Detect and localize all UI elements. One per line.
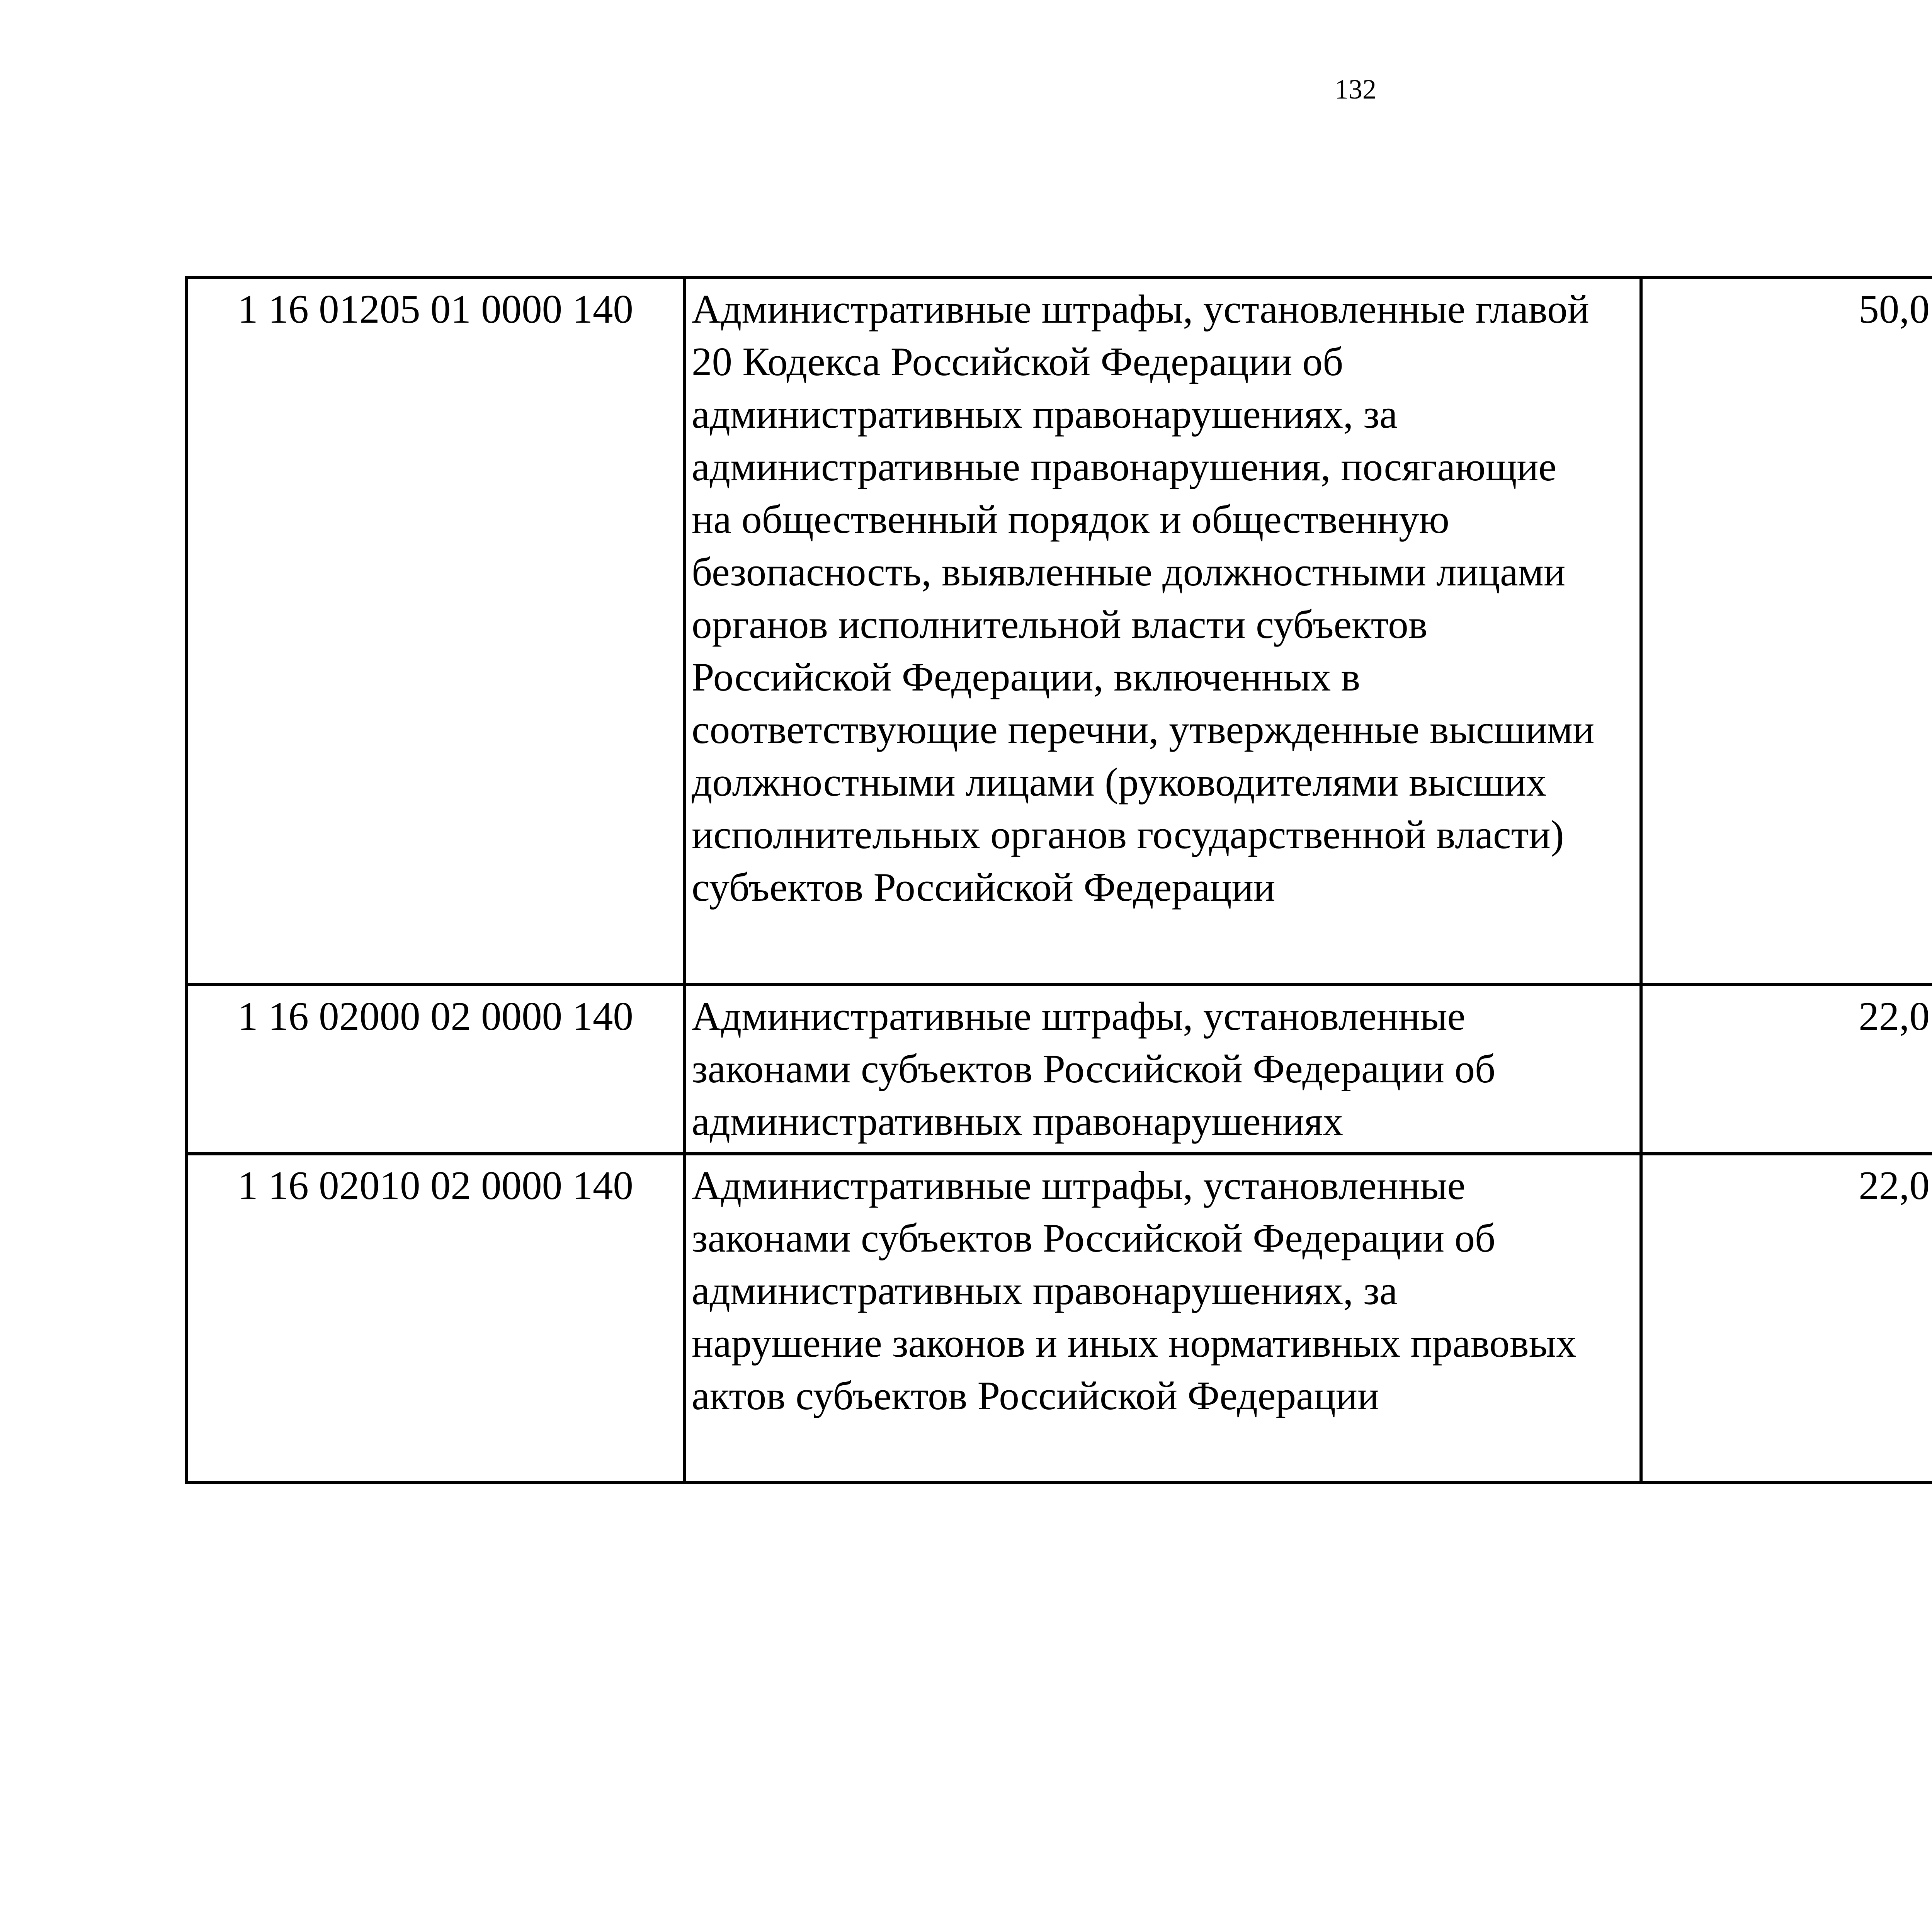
description-line: административных правонарушениях [692, 1099, 1344, 1144]
budget-code-cell: 1 16 01205 01 0000 140 [186, 277, 685, 985]
budget-revenue-table [185, 276, 1932, 1484]
amount-cell-year-1: 22,0 [1641, 1154, 1932, 1482]
description-line: 20 Кодекса Российской Федерации об [692, 339, 1344, 384]
description-line: Административные штрафы, установленные [692, 993, 1466, 1039]
description-line: Российской Федерации, включенных в [692, 654, 1361, 699]
budget-code-cell: 1 16 02000 02 0000 140 [186, 985, 685, 1154]
description-line: нарушение законов и иных нормативных правовых [692, 1320, 1577, 1366]
description-line: Административные штрафы, установленные главой [692, 286, 1589, 332]
description-line: органов исполнительной власти субъектов [692, 602, 1428, 647]
budget-code-cell: 1 16 02010 02 0000 140 [186, 1154, 685, 1482]
description-line: Административные штрафы, установленные [692, 1163, 1466, 1208]
amount-cell-year-1: 22,0 [1641, 985, 1932, 1154]
description-line: административные правонарушения, посягающие [692, 444, 1557, 489]
description-line: безопасность, выявленные должностными лицами [692, 549, 1566, 594]
description-cell [685, 985, 1641, 1154]
description-cell [685, 277, 1641, 985]
description-line: административных правонарушениях, за [692, 391, 1398, 437]
description-line: субъектов Российской Федерации [692, 864, 1276, 910]
description-line: законами субъектов Российской Федерации об [692, 1046, 1496, 1091]
description-line: на общественный порядок и общественную [692, 497, 1449, 542]
table-row [186, 277, 1932, 985]
description-cell [685, 1154, 1641, 1482]
table-row [186, 1154, 1932, 1482]
description-line: исполнительных органов государственной власти) [692, 812, 1564, 857]
amount-cell-year-1: 50,0 [1641, 277, 1932, 985]
page-number: 132 [1335, 74, 1376, 105]
description-line: соответствующие перечни, утвержденные высшими [692, 707, 1595, 752]
description-line: административных правонарушениях, за [692, 1268, 1398, 1313]
table-row [186, 985, 1932, 1154]
description-line: актов субъектов Российской Федерации [692, 1373, 1379, 1418]
description-line: должностными лицами (руководителями высших [692, 759, 1547, 805]
description-line: законами субъектов Российской Федерации об [692, 1215, 1496, 1260]
